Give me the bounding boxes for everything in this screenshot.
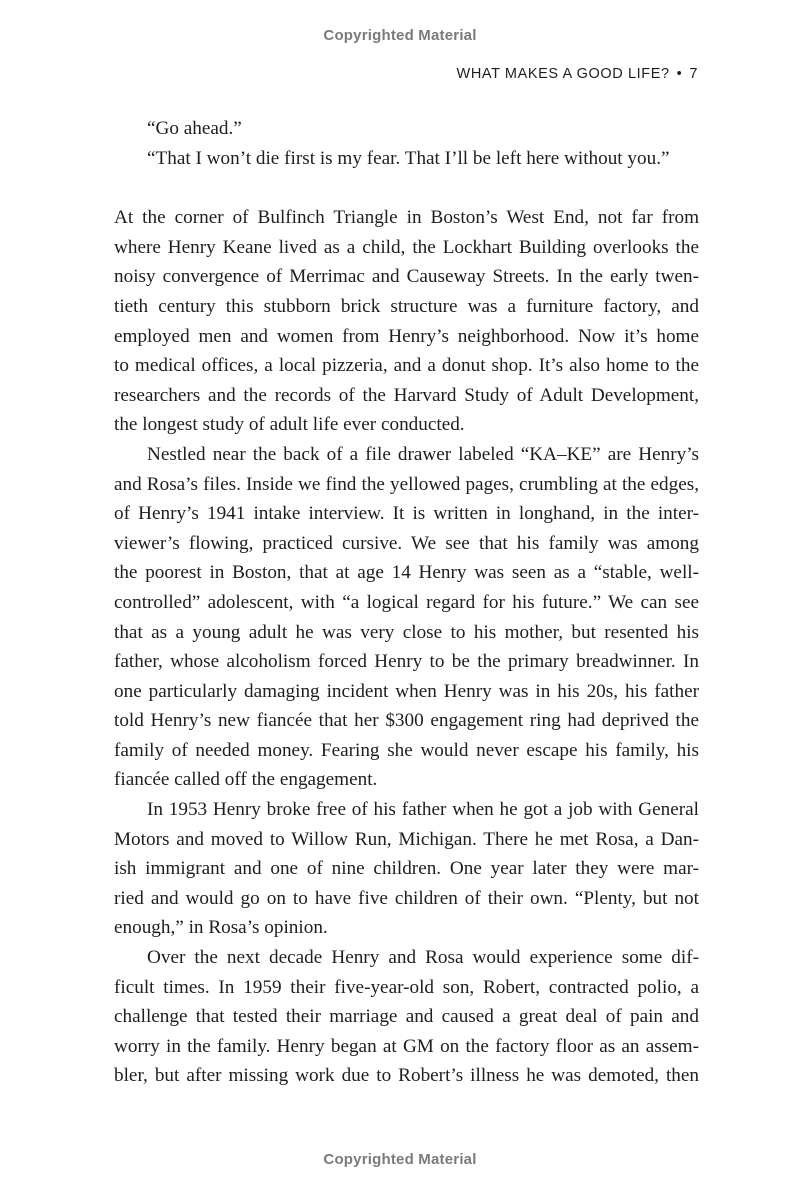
- running-head-title: WHAT MAKES A GOOD LIFE?: [456, 66, 670, 82]
- text-line: At the corner of Bulfinch Triangle in Boston’s West End, not far from: [114, 207, 699, 229]
- copyright-watermark-bottom: Copyrighted Material: [323, 1151, 477, 1168]
- text-line: challenge that tested their marriage and caused a great deal of pain and: [114, 1006, 699, 1028]
- text-line: and Rosa’s files. Inside we find the yellowed pages, crumbling at the edges,: [114, 473, 699, 495]
- text-line: fiancée called off the engagement.: [114, 769, 378, 791]
- text-line: father, whose alcoholism forced Henry to be the primary breadwinner. In: [114, 651, 699, 673]
- text-line: employed men and women from Henry’s neighborhood. Now it’s home: [114, 325, 699, 347]
- section-break: [114, 173, 699, 203]
- body-text: [114, 114, 699, 1091]
- text-line: Over the next decade Henry and Rosa would experience some dif-: [147, 947, 699, 969]
- text-line: where Henry Keane lived as a child, the Lockhart Building overlooks the: [114, 236, 699, 258]
- running-head-separator: •: [676, 66, 683, 82]
- text-line: noisy convergence of Merrimac and Causeway Streets. In the early twen-: [114, 266, 699, 288]
- text-line: Nestled near the back of a file drawer labeled “KA–KE” are Henry’s: [147, 443, 699, 465]
- text-line: bler, but after missing work due to Robert’s illness he was demoted, then: [114, 1065, 699, 1087]
- text-line: the poorest in Boston, that at age 14 Henry was seen as a “stable, well-: [114, 562, 699, 584]
- text-line: ried and would go on to have five children of their own. “Plenty, but not: [114, 887, 699, 909]
- copyright-watermark-top: Copyrighted Material: [323, 27, 477, 44]
- text-line: controlled” adolescent, with “a logical regard for his future.” We can see: [114, 591, 699, 613]
- text-line: Motors and moved to Willow Run, Michigan. There he met Rosa, a Dan-: [114, 828, 699, 850]
- text-line: enough,” in Rosa’s opinion.: [114, 917, 328, 939]
- text-line: In 1953 Henry broke free of his father when he got a job with General: [147, 799, 699, 821]
- dialogue-line: “Go ahead.”: [147, 118, 242, 139]
- dialogue-line: “That I won’t die first is my fear. That I’ll be left here without you.”: [147, 147, 670, 169]
- text-line: ficult times. In 1959 their five-year-old son, Robert, contracted polio, a: [114, 976, 699, 998]
- text-line: ish immigrant and one of nine children. One year later they were mar-: [114, 858, 699, 880]
- text-line: told Henry’s new fiancée that her $300 engagement ring had deprived the: [114, 710, 699, 732]
- text-line: the longest study of adult life ever conducted.: [114, 414, 465, 436]
- text-line: that as a young adult he was very close to his mother, but resented his: [114, 621, 699, 643]
- text-line: researchers and the records of the Harvard Study of Adult Development,: [114, 384, 699, 406]
- text-line: viewer’s flowing, practiced cursive. We see that his family was among: [114, 532, 699, 554]
- page-number: 7: [689, 66, 698, 82]
- text-line: tieth century this stubborn brick structure was a furniture factory, and: [114, 295, 699, 317]
- text-line: to medical offices, a local pizzeria, and a donut shop. It’s also home to the: [114, 355, 699, 377]
- text-line: of Henry’s 1941 intake interview. It is written in longhand, in the inter-: [114, 503, 699, 525]
- text-line: worry in the family. Henry began at GM on the factory floor as an assem-: [114, 1035, 699, 1057]
- running-head: [457, 66, 698, 82]
- text-line: one particularly damaging incident when Henry was in his 20s, his father: [114, 680, 699, 702]
- text-line: family of needed money. Fearing she would never escape his family, his: [114, 739, 699, 761]
